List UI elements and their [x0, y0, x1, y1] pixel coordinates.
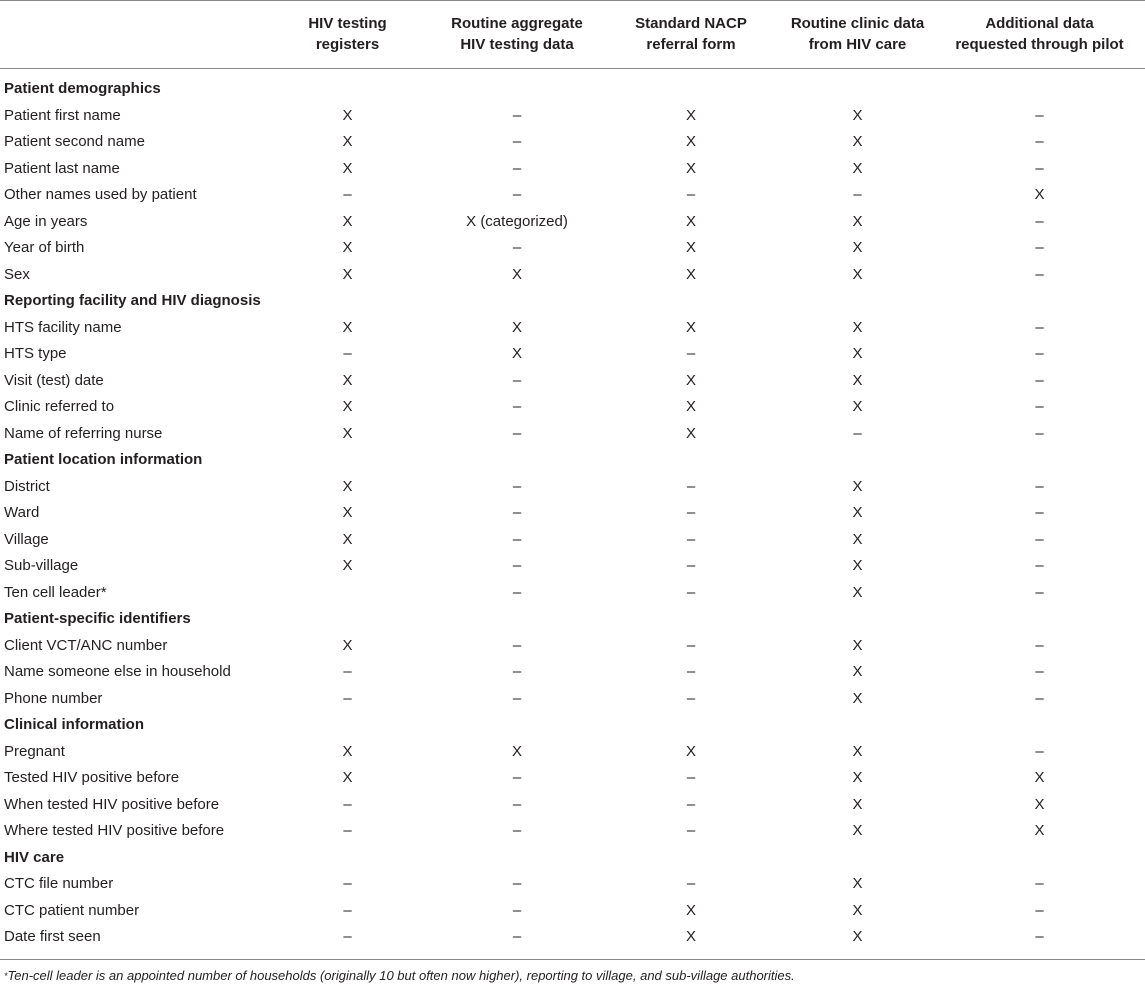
table-cell: X	[342, 504, 353, 522]
table-cell: X	[511, 742, 522, 760]
table-cell: X	[1034, 795, 1045, 813]
section-row	[0, 69, 1145, 103]
table-row	[0, 474, 1145, 501]
header-line: Routine aggregate	[451, 15, 583, 32]
row-label: Year of birth	[4, 239, 85, 257]
row-label: Phone number	[4, 689, 103, 707]
section-title: Patient-specific identifiers	[4, 610, 191, 628]
section-title: Reporting facility and HIV diagnosis	[4, 292, 261, 310]
table-row	[0, 659, 1145, 686]
table-cell: –	[1035, 106, 1044, 124]
table-cell: –	[512, 106, 522, 124]
table-cell: –	[262, 924, 433, 959]
table-cell: X	[685, 212, 696, 230]
table-cell: –	[686, 583, 696, 601]
table-cell: X	[852, 318, 863, 336]
table-cell: X	[1034, 186, 1045, 204]
header-line: referral form	[646, 36, 736, 53]
table-row	[0, 686, 1145, 713]
header-cell-3	[601, 1, 781, 69]
table-cell: –	[512, 398, 522, 416]
table-cell: –	[686, 663, 696, 681]
row-label: Clinic referred to	[4, 398, 115, 416]
row-label: Patient second name	[4, 133, 145, 151]
table-cell: –	[686, 795, 696, 813]
row-label: Patient first name	[4, 106, 121, 124]
table-cell: X	[852, 371, 863, 389]
table-row	[0, 209, 1145, 236]
table-cell: X	[342, 106, 353, 124]
table-cell: –	[686, 530, 696, 548]
table-cell: X	[342, 636, 353, 654]
table-row	[0, 235, 1145, 262]
table-cell: X	[852, 769, 863, 787]
table-cell: –	[1035, 159, 1044, 177]
table-cell: –	[686, 822, 696, 840]
table-cell: X	[852, 901, 863, 919]
row-label: Date first seen	[0, 924, 262, 959]
row-label: Ward	[4, 504, 40, 522]
table-cell: X	[685, 133, 696, 151]
table-cell: –	[512, 424, 522, 442]
table-row	[0, 553, 1145, 580]
table-cell: X	[685, 424, 696, 442]
table-cell: –	[1035, 742, 1044, 760]
table-cell	[262, 580, 433, 607]
table-row	[0, 527, 1145, 554]
table-cell: X	[852, 159, 863, 177]
table-row	[0, 129, 1145, 156]
header-cell-5	[934, 1, 1145, 69]
table-cell: –	[1035, 504, 1044, 522]
table-cell: X	[852, 398, 863, 416]
table-cell: –	[512, 769, 522, 787]
section-title: Patient demographics	[4, 80, 161, 98]
table-cell: X	[685, 106, 696, 124]
table-cell: X	[852, 212, 863, 230]
table-cell: X	[852, 106, 863, 124]
table-cell: –	[1035, 689, 1044, 707]
row-label: Client VCT/ANC number	[4, 636, 168, 654]
table-row	[0, 156, 1145, 183]
table-cell: –	[343, 795, 352, 813]
row-label: Visit (test) date	[4, 371, 104, 389]
table-cell: X	[511, 318, 522, 336]
header-line: Standard NACP	[635, 15, 747, 32]
table-cell: –	[1035, 875, 1044, 893]
header-line: HIV testing data	[460, 36, 574, 53]
table-row	[0, 818, 1145, 845]
table-cell: X	[781, 924, 934, 959]
footnote-marker: *	[4, 970, 8, 981]
table-cell: –	[1035, 663, 1044, 681]
table-cell: –	[512, 371, 522, 389]
table-row	[0, 871, 1145, 898]
table-cell: –	[686, 689, 696, 707]
row-label: Tested HIV positive before	[4, 769, 180, 787]
table-cell: X	[685, 742, 696, 760]
table-row	[0, 368, 1145, 395]
table-cell: X	[342, 742, 353, 760]
section-row	[0, 447, 1145, 474]
table-cell: X	[852, 477, 863, 495]
row-label: Name of referring nurse	[4, 424, 163, 442]
table-cell: –	[512, 822, 522, 840]
table-row	[0, 182, 1145, 209]
header-line: requested through pilot	[955, 36, 1124, 53]
row-label: District	[4, 477, 50, 495]
table-cell: X	[342, 398, 353, 416]
table-cell: X	[852, 583, 863, 601]
header-cell-4	[781, 1, 934, 69]
table-cell: –	[512, 875, 522, 893]
row-label: Sex	[4, 265, 30, 283]
table-cell: X	[685, 371, 696, 389]
table-cell: X	[342, 159, 353, 177]
table-row	[0, 739, 1145, 766]
table-cell: –	[343, 345, 352, 363]
section-title: Clinical information	[4, 716, 145, 734]
table-cell: –	[1035, 265, 1044, 283]
table-row	[0, 421, 1145, 448]
table-cell: X	[852, 530, 863, 548]
table-cell: –	[343, 822, 352, 840]
table-cell: –	[512, 239, 522, 257]
row-label: Name someone else in household	[4, 663, 231, 681]
header-line: HIV testing	[308, 15, 387, 32]
table-row	[0, 633, 1145, 660]
table-cell: –	[512, 186, 522, 204]
table-cell: X	[852, 265, 863, 283]
table-cell: –	[343, 689, 352, 707]
section-row	[0, 606, 1145, 633]
section-row	[0, 712, 1145, 739]
table-row	[0, 924, 1145, 959]
table-cell: X (categorized)	[466, 212, 568, 230]
table-cell: –	[686, 557, 696, 575]
table-cell: –	[512, 689, 522, 707]
table-cell: –	[512, 663, 522, 681]
table-cell: –	[1035, 133, 1044, 151]
header-cell-blank	[0, 1, 262, 69]
table-row	[0, 341, 1145, 368]
table-cell: X	[685, 239, 696, 257]
table-cell: X	[852, 133, 863, 151]
row-label: Ten cell leader*	[4, 583, 107, 601]
table-cell: –	[853, 186, 862, 204]
table-cell: –	[512, 795, 522, 813]
table-cell: –	[1035, 636, 1044, 654]
table-cell: –	[1035, 318, 1044, 336]
table-cell: X	[342, 371, 353, 389]
table-cell: X	[852, 742, 863, 760]
row-label: CTC file number	[4, 875, 114, 893]
table-cell: X	[342, 212, 353, 230]
table-cell: X	[342, 133, 353, 151]
section-row	[0, 845, 1145, 872]
table-cell: –	[1035, 583, 1044, 601]
table-cell: –	[343, 186, 352, 204]
table-cell: –	[512, 504, 522, 522]
table-row	[0, 898, 1145, 925]
header-line: Routine clinic data	[790, 15, 925, 32]
table-cell: –	[512, 159, 522, 177]
table-row	[0, 394, 1145, 421]
section-title: HIV care	[4, 848, 65, 866]
table-row	[0, 792, 1145, 819]
row-label: Where tested HIV positive before	[4, 822, 225, 840]
table-row	[0, 262, 1145, 289]
row-label: Patient last name	[4, 159, 120, 177]
table-cell: –	[1035, 530, 1044, 548]
table-cell: X	[685, 265, 696, 283]
table-cell: –	[512, 133, 522, 151]
table-cell: X	[852, 239, 863, 257]
table-cell: X	[342, 265, 353, 283]
table-cell: X	[685, 901, 696, 919]
table-cell: X	[1034, 769, 1045, 787]
table-cell: X	[342, 530, 353, 548]
table-cell: X	[511, 345, 522, 363]
table-cell: X	[342, 477, 353, 495]
table-cell: –	[1035, 345, 1044, 363]
table-cell: X	[685, 318, 696, 336]
table-cell: X	[685, 398, 696, 416]
table-cell: X	[852, 557, 863, 575]
row-label: HTS type	[4, 345, 67, 363]
header-line: registers	[315, 36, 380, 53]
table-cell: X	[852, 795, 863, 813]
table-cell: X	[342, 557, 353, 575]
table-cell: –	[512, 901, 522, 919]
table-cell: –	[512, 583, 522, 601]
header-cell-2	[433, 1, 601, 69]
table-cell: X	[685, 159, 696, 177]
table-cell: X	[1034, 822, 1045, 840]
table-cell: –	[853, 424, 862, 442]
table-cell: X	[852, 636, 863, 654]
row-label: When tested HIV positive before	[4, 795, 220, 813]
row-label: Sub-village	[4, 557, 79, 575]
table-cell: –	[512, 557, 522, 575]
table-cell: –	[1035, 424, 1044, 442]
table-cell: –	[1035, 371, 1044, 389]
table-cell: –	[343, 663, 352, 681]
table-cell: X	[342, 318, 353, 336]
table-cell: –	[686, 875, 696, 893]
table-cell: –	[1035, 239, 1044, 257]
header-row	[0, 1, 1145, 69]
table-cell: –	[686, 504, 696, 522]
table-footnote	[0, 967, 1145, 985]
table-cell: –	[686, 769, 696, 787]
row-label: Age in years	[4, 212, 88, 230]
table-cell: X	[342, 239, 353, 257]
table-cell: –	[512, 477, 522, 495]
table-cell: X	[342, 769, 353, 787]
table-cell: –	[1035, 212, 1044, 230]
table-cell: –	[934, 924, 1145, 959]
table-cell: X	[852, 875, 863, 893]
table-cell: –	[686, 186, 696, 204]
table-cell: X	[511, 265, 522, 283]
table-cell: X	[601, 924, 781, 959]
table-cell: X	[852, 663, 863, 681]
table-body	[0, 69, 1145, 960]
table-row	[0, 315, 1145, 342]
table-cell: X	[342, 424, 353, 442]
row-label: Village	[4, 530, 49, 548]
row-label: HTS facility name	[4, 318, 122, 336]
table-row	[0, 580, 1145, 607]
section-title: Patient location information	[4, 451, 203, 469]
table-cell: –	[686, 477, 696, 495]
table-cell: –	[433, 924, 601, 959]
header-cell-1	[262, 1, 433, 69]
table-cell: X	[852, 822, 863, 840]
table-cell: –	[686, 636, 696, 654]
table-row	[0, 103, 1145, 130]
row-label: Other names used by patient	[4, 186, 197, 204]
table-row	[0, 500, 1145, 527]
table-cell: –	[1035, 398, 1044, 416]
header-line: Additional data	[985, 15, 1094, 32]
table-cell: –	[1035, 901, 1044, 919]
table-row	[0, 765, 1145, 792]
table-cell: X	[852, 345, 863, 363]
table-cell: X	[852, 689, 863, 707]
table-header	[0, 1, 1145, 69]
table-cell: –	[1035, 557, 1044, 575]
section-row	[0, 288, 1145, 315]
footnote-text: Ten-cell leader is an appointed number of households (originally 10 but often now higher), reporting to village, and sub-village authorities.	[7, 967, 795, 983]
row-label: Pregnant	[4, 742, 65, 760]
row-label: CTC patient number	[4, 901, 140, 919]
table-cell: X	[852, 504, 863, 522]
header-line: from HIV care	[808, 36, 907, 53]
table-cell: –	[512, 636, 522, 654]
table-cell: –	[343, 901, 352, 919]
table-cell: –	[1035, 477, 1044, 495]
table-cell: –	[343, 875, 352, 893]
table-cell: –	[686, 345, 696, 363]
table-cell: –	[512, 530, 522, 548]
